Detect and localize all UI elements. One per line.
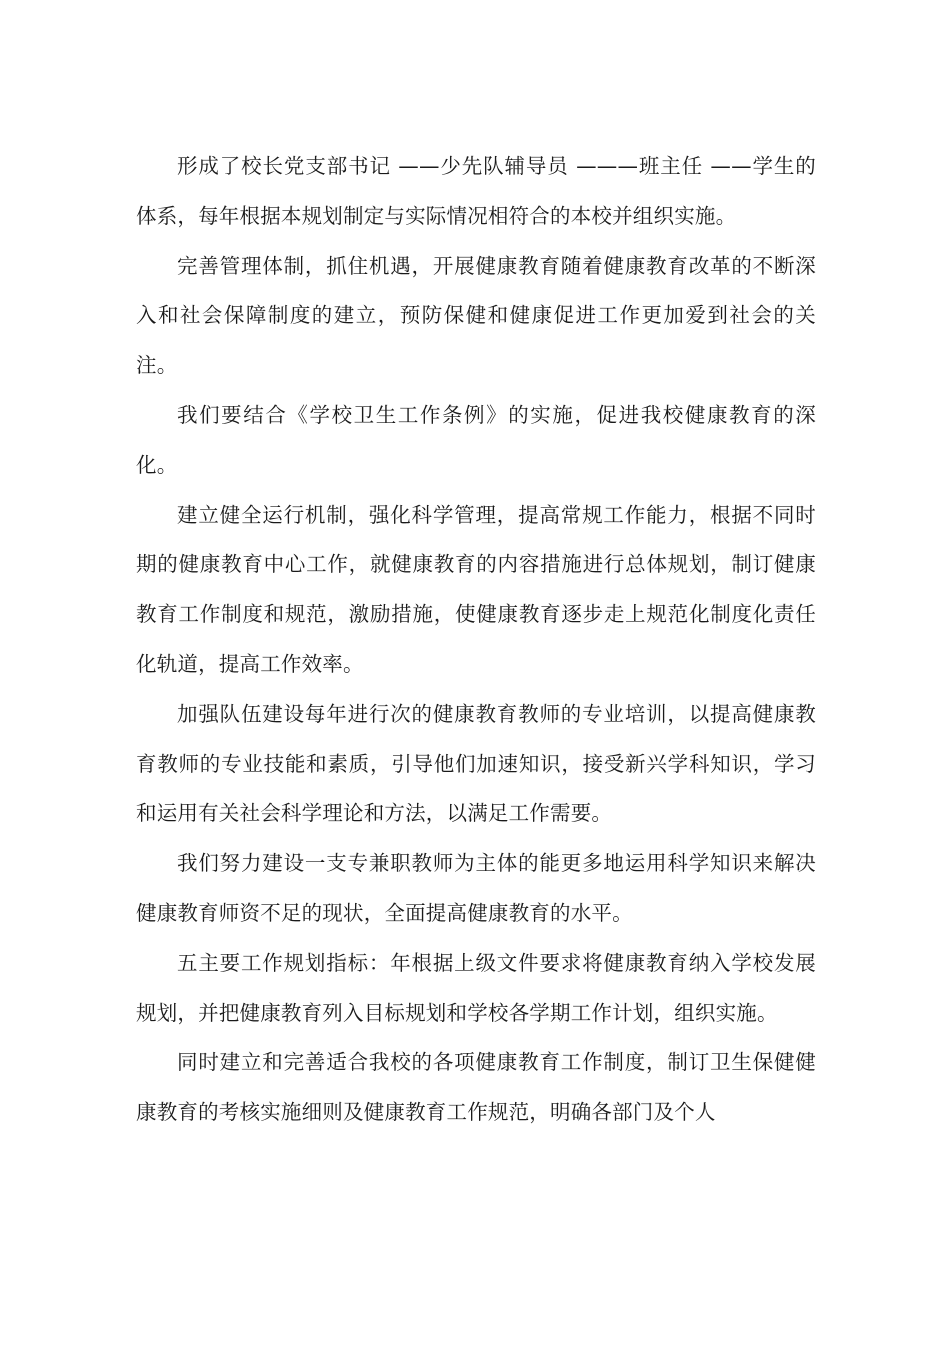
paragraph-3: 我们要结合《学校卫生工作条例》的实施，促进我校健康教育的深化。 (136, 402, 816, 477)
paragraph-8: 同时建立和完善适合我校的各项健康教育工作制度，制订卫生保健健康教育的考核实施细则及健康教育工作规范，明确各部门及个人 (136, 1050, 816, 1125)
paragraph-2: 完善管理体制，抓住机遇，开展健康教育随着健康教育改革的不断深入和社会保障制度的建立，预防保健和健康促进工作更加爱到社会的关注。 (136, 253, 816, 378)
paragraph-4: 建立健全运行机制，强化科学管理，提高常规工作能力，根据不同时期的健康教育中心工作，就健康教育的内容措施进行总体规划，制订健康教育工作制度和规范，激励措施，使健康教育逐步走上规范化制度化责任化轨道，提高工作效率。 (136, 502, 816, 676)
paragraph-1: 形成了校长党支部书记 ——少先队辅导员 ———班主任 ——学生的体系，每年根据本规划制定与实际情况相符合的本校并组织实施。 (136, 154, 816, 228)
document-body (136, 142, 816, 1138)
paragraph-5: 加强队伍建设每年进行次的健康教育教师的专业培训，以提高健康教育教师的专业技能和素质，引导他们加速知识，接受新兴学科知识，学习和运用有关社会科学理论和方法，以满足工作需要。 (136, 701, 816, 826)
paragraph-6: 我们努力建设一支专兼职教师为主体的能更多地运用科学知识来解决健康教育师资不足的现状，全面提高健康教育的水平。 (136, 851, 816, 925)
paragraph-7: 五主要工作规划指标：年根据上级文件要求将健康教育纳入学校发展规划，并把健康教育列入目标规划和学校各学期工作计划，组织实施。 (136, 950, 816, 1025)
